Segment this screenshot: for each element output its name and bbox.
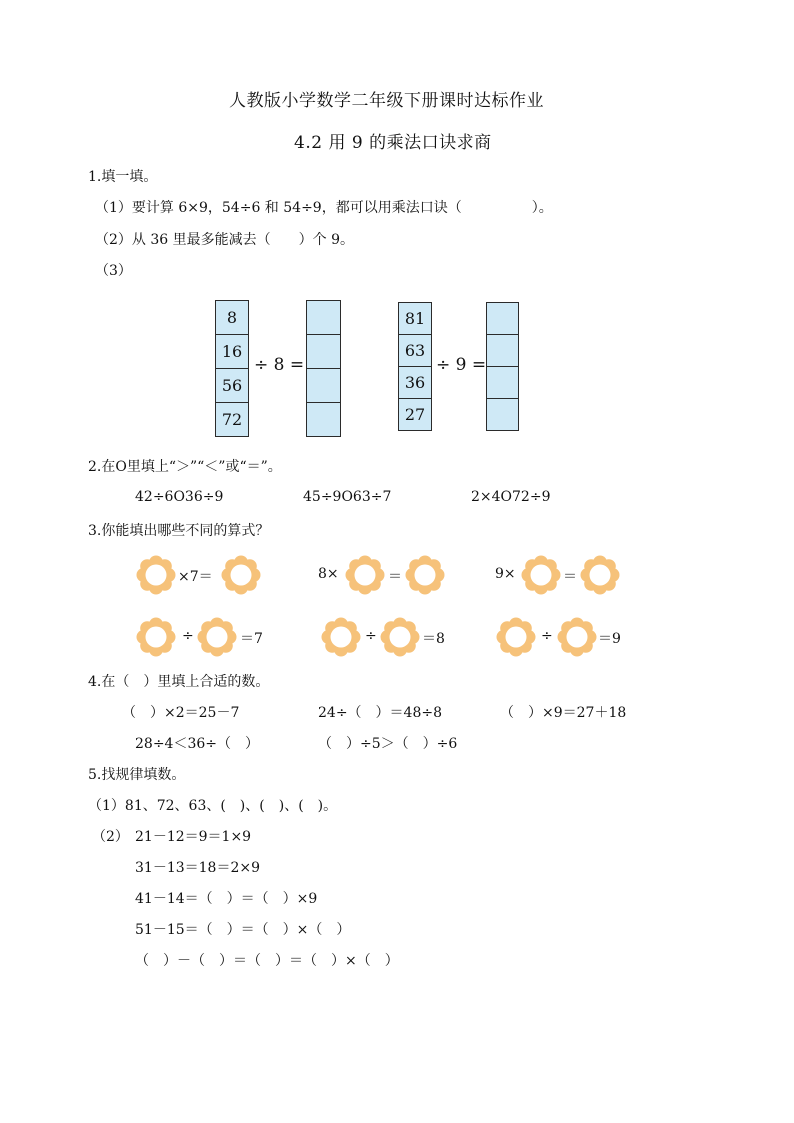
- table1-cell: 16: [215, 334, 249, 369]
- q2-item: 42÷6O36÷9: [135, 489, 224, 505]
- q3-row1-text: ＝: [388, 569, 402, 585]
- flower-blank-icon[interactable]: [405, 555, 445, 595]
- table1-cell: 72: [215, 402, 249, 437]
- q3-row2-text: ＝7: [240, 631, 263, 647]
- table2-answer-box[interactable]: [486, 366, 519, 399]
- q5-pattern-line: 21－12＝9＝1×9: [135, 829, 252, 845]
- flower-blank-icon[interactable]: [521, 555, 561, 595]
- page-title: 人教版小学数学二年级下册课时达标作业: [229, 91, 544, 111]
- table2-cell: 36: [398, 366, 432, 399]
- table2-cell: 81: [398, 302, 432, 335]
- flower-blank-icon[interactable]: [197, 617, 237, 657]
- q3-row2-text: ÷: [541, 628, 553, 644]
- table2-answer-box[interactable]: [486, 398, 519, 431]
- q4-item: （ ）×9＝27＋18: [500, 705, 627, 721]
- q1-item1: （1）要计算 6×9，54÷6 和 54÷9，都可以用乘法口诀（ ）。: [95, 200, 553, 216]
- flower-blank-icon[interactable]: [496, 617, 536, 657]
- q1-heading: 1.填一填。: [88, 169, 158, 185]
- q3-row2-text: ＝8: [422, 631, 445, 647]
- table1-answer-box[interactable]: [306, 368, 341, 403]
- q5-heading: 5.找规律填数。: [88, 767, 186, 783]
- q2-item: 2×4O72÷9: [471, 489, 551, 505]
- q3-row2-text: ÷: [365, 628, 377, 644]
- q3-row1-text: ×7＝: [178, 569, 213, 585]
- flower-blank-icon[interactable]: [557, 617, 597, 657]
- q4-item: 28÷4＜36÷（ ）: [135, 736, 259, 752]
- table1-answer-box[interactable]: [306, 402, 341, 437]
- q3-row1-text: 8×: [318, 566, 339, 582]
- flower-blank-icon[interactable]: [321, 617, 361, 657]
- table1-operator: ÷ 8 =: [254, 355, 305, 375]
- q3-heading: 3.你能填出哪些不同的算式？: [88, 523, 270, 539]
- q1-item3-label: （3）: [95, 263, 132, 279]
- table1-cell: 8: [215, 300, 249, 335]
- table2-cell: 63: [398, 334, 432, 367]
- flower-blank-icon[interactable]: [136, 617, 176, 657]
- q5-pattern-line: （ ）－（ ）＝（ ）＝（ ）×（ ）: [135, 953, 399, 969]
- q2-item: 45÷9O63÷7: [303, 489, 392, 505]
- q3-row2-text: ÷: [182, 628, 194, 644]
- flower-blank-icon[interactable]: [345, 555, 385, 595]
- q1-item2: （2）从 36 里最多能减去（ ）个 9。: [95, 232, 354, 248]
- table2-answer-box[interactable]: [486, 334, 519, 367]
- flower-blank-icon[interactable]: [380, 617, 420, 657]
- q5-pattern-line: 51－15＝（ ）＝（ ）×（ ）: [135, 922, 351, 938]
- flower-blank-icon[interactable]: [221, 555, 261, 595]
- q2-heading: 2.在O里填上“＞”“＜”或“＝”。: [88, 459, 282, 475]
- flower-blank-icon[interactable]: [136, 555, 176, 595]
- page-subtitle: 4.2 用 9 的乘法口诀求商: [294, 133, 492, 153]
- table2-operator: ÷ 9 =: [436, 355, 487, 375]
- table2-answer-box[interactable]: [486, 302, 519, 335]
- q3-row2-text: ＝9: [598, 631, 621, 647]
- table2-cell: 27: [398, 398, 432, 431]
- q4-heading: 4.在（ ）里填上合适的数。: [88, 674, 270, 690]
- q5-item1: （1）81、72、63、( )、( )、( )。: [88, 798, 338, 814]
- q3-row1-text: ＝: [563, 569, 577, 585]
- table1-answer-box[interactable]: [306, 334, 341, 369]
- q4-item: （ ）÷5＞（ ）÷6: [318, 736, 458, 752]
- table1-cell: 56: [215, 368, 249, 403]
- q5-item2-label: （2）: [92, 829, 129, 845]
- q4-item: 24÷（ ）＝48÷8: [318, 705, 442, 721]
- flower-blank-icon[interactable]: [580, 555, 620, 595]
- q5-pattern-line: 41－14＝（ ）＝（ ）×9: [135, 891, 318, 907]
- table1-answer-box[interactable]: [306, 300, 341, 335]
- q4-item: （ ）×2＝25－7: [122, 705, 240, 721]
- q3-row1-text: 9×: [495, 566, 516, 582]
- q5-pattern-line: 31－13＝18＝2×9: [135, 860, 260, 876]
